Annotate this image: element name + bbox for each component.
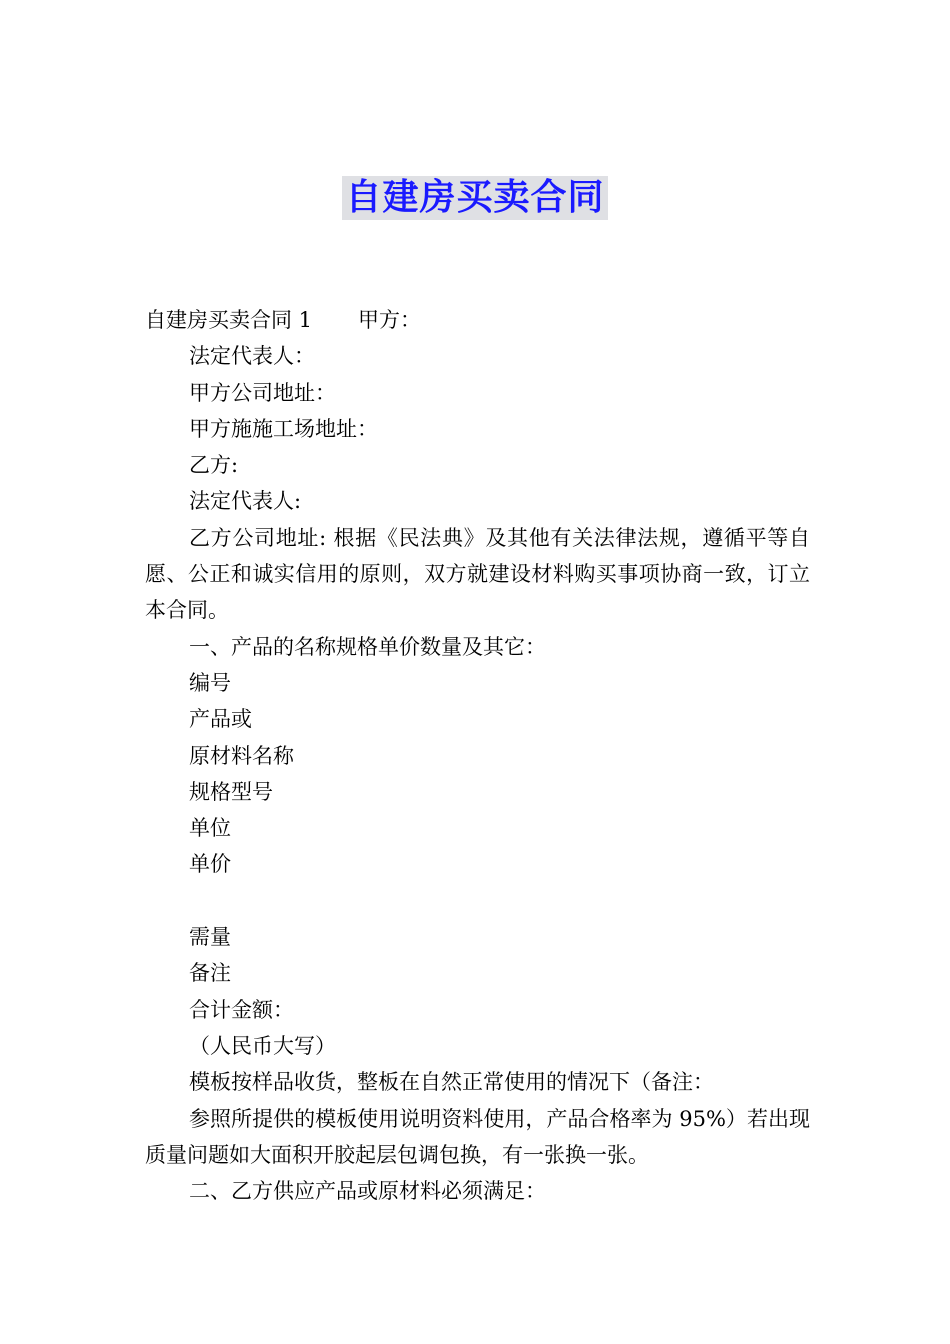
field-quantity: 需量 xyxy=(189,925,231,950)
document-body xyxy=(145,302,810,1209)
legal-rep-b-line: 法定代表人: xyxy=(189,489,302,514)
total-amount-line: 合计金额： xyxy=(189,997,294,1022)
field-number: 编号 xyxy=(189,670,231,695)
field-unit-price: 单价 xyxy=(189,852,231,877)
field-spec: 规格型号 xyxy=(189,779,273,804)
rmb-uppercase-line: （人民币大写） xyxy=(189,1033,336,1058)
field-remarks: 备注 xyxy=(189,961,231,986)
template-acceptance-line: 模板按样品收货，整板在自然正常使用的情况下（备注： xyxy=(189,1070,714,1095)
contract-heading: 自建房买卖合同 1 xyxy=(145,308,313,332)
party-b-line: 乙方: xyxy=(189,453,239,478)
field-material-name: 原材料名称 xyxy=(189,743,294,768)
intro-paragraph: 乙方公司地址: 根据《民法典》及其他有关法律法规，遵循平等自愿、公正和诚实信用的原则，双方就建设材料购买事项协商一致，订立本合同。 xyxy=(145,525,810,623)
document-title: 自建房买卖合同 xyxy=(342,176,607,220)
section-2-heading: 二、乙方供应产品或原材料必须满足： xyxy=(189,1179,546,1204)
legal-rep-a-line: 法定代表人： xyxy=(189,344,315,369)
section-1-heading: 一、产品的名称规格单价数量及其它： xyxy=(189,634,546,659)
document-title-container xyxy=(0,176,950,220)
quality-paragraph: 参照所提供的模板使用说明资料使用，产品合格率为 95%）若出现质量问题如大面积开胶起层包调包换，有一张换一张。 xyxy=(145,1106,810,1167)
party-a-address-line: 甲方公司地址： xyxy=(189,380,336,405)
field-unit: 单位 xyxy=(189,816,231,841)
field-product: 产品或 xyxy=(189,707,252,732)
party-a-site-address-line: 甲方施施工场地址： xyxy=(189,416,378,441)
party-a-label: 甲方： xyxy=(358,308,422,332)
first-heading-line xyxy=(145,302,810,338)
blank-line xyxy=(145,883,810,919)
